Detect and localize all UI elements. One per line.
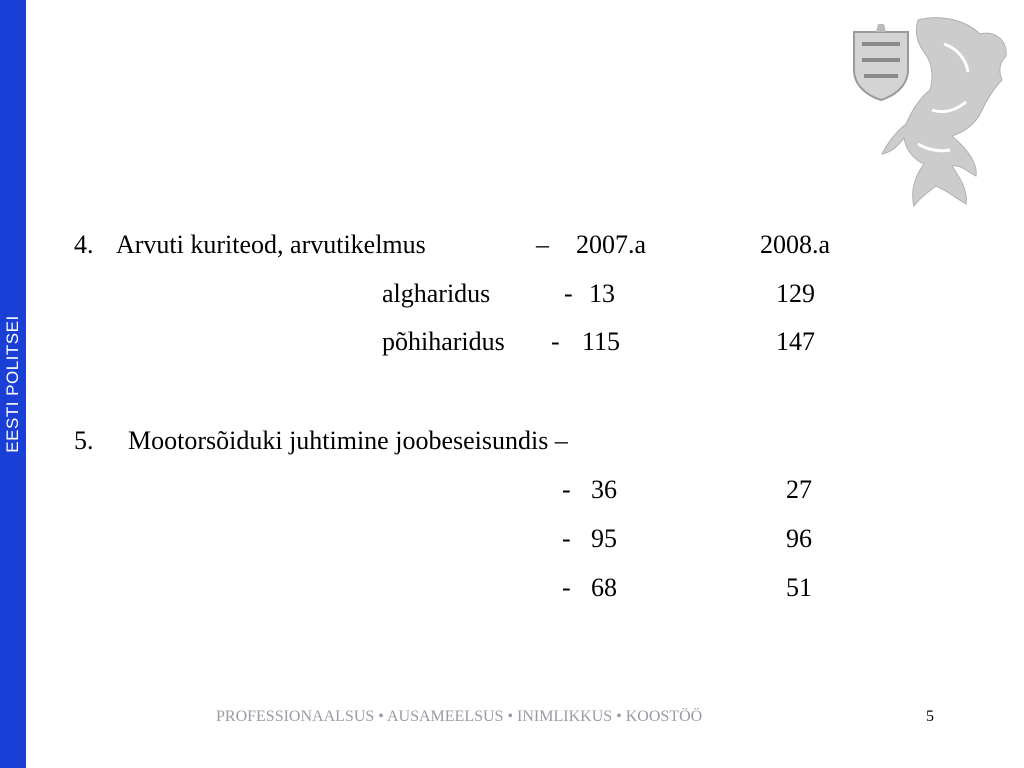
item4-dash: –: [536, 230, 549, 259]
value-2007: 68: [591, 573, 617, 602]
item5-label: Mootorsõiduki juhtimine joobeseisundis –: [128, 426, 568, 455]
row-separator: -: [562, 524, 571, 553]
year-2008-header: 2008.a: [760, 230, 831, 259]
value-2007: 13: [589, 279, 615, 308]
value-2008: 51: [786, 573, 812, 602]
value-2008: 147: [776, 327, 815, 356]
value-2007: 95: [591, 524, 617, 553]
row-separator: -: [562, 475, 571, 504]
row-separator: -: [562, 573, 571, 602]
row-label: algharidus: [382, 279, 491, 308]
sidebar-label: EESTI POLITSEI: [3, 315, 22, 453]
footer-motto: PROFESSIONAALSUS • AUSAMEELSUS • INIMLIKKUS • KOOSTÖÖ: [216, 708, 703, 725]
page-number: 5: [926, 708, 934, 725]
lion-with-coat-of-arms-icon: [848, 14, 1012, 208]
value-2008: 27: [786, 475, 812, 504]
sidebar-band: [0, 0, 26, 768]
value-2007: 115: [582, 327, 621, 356]
value-2008: 96: [786, 524, 812, 553]
row-label: põhiharidus: [382, 327, 505, 356]
value-2007: 36: [591, 475, 617, 504]
row-separator: -: [551, 327, 560, 356]
row-separator: -: [564, 279, 573, 308]
year-2007-header: 2007.a: [576, 230, 647, 259]
value-2008: 129: [776, 279, 815, 308]
item5-number: 5.: [74, 426, 94, 455]
item4-label: Arvuti kuriteod, arvutikelmus: [116, 230, 426, 259]
item4-number: 4.: [74, 230, 94, 259]
